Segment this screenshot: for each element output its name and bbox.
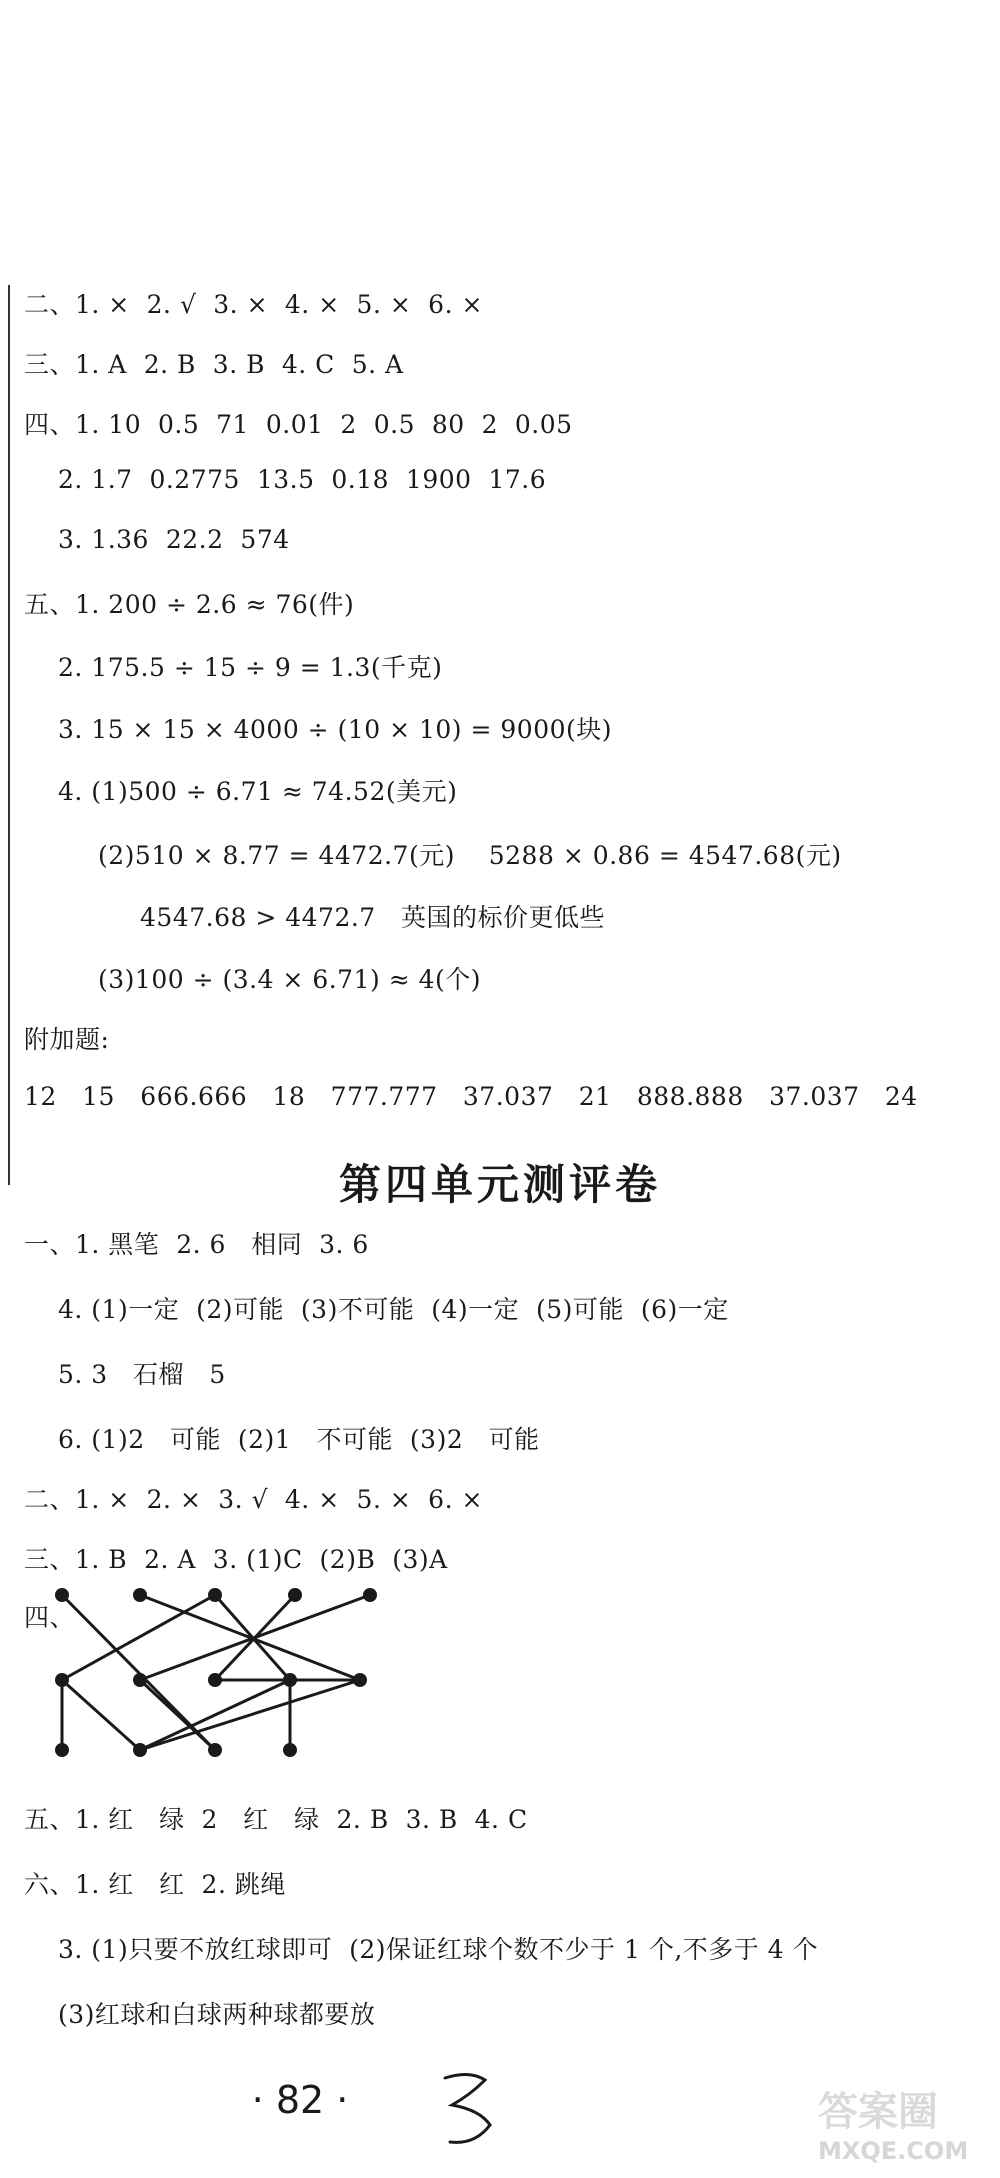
match-line (140, 1680, 360, 1750)
match-dot (133, 1743, 147, 1757)
unit4-liu-3b: (3)红球和白球两种球都要放 (58, 2000, 376, 2029)
answer-wu-4a: 4. (1)500 ÷ 6.71 ≈ 74.52(美元) (58, 777, 458, 806)
answer-er: 二、1. × 2. √ 3. × 4. × 5. × 6. × (24, 290, 483, 319)
answer-wu-4b: (2)510 × 8.77 = 4472.7(元) 5288 × 0.86 = 4547.68(元) (98, 841, 842, 870)
matching-diagram (40, 1585, 400, 1775)
unit4-wu: 五、1. 红 绿 2 红 绿 2. B 3. B 4. C (24, 1805, 528, 1834)
match-dot (55, 1743, 69, 1757)
match-dot (133, 1673, 147, 1687)
match-dot (55, 1588, 69, 1602)
unit4-yi-1: 一、1. 黑笔 2. 6 相同 3. 6 (24, 1230, 369, 1259)
fujia-title: 附加题: (24, 1025, 110, 1054)
match-dot (363, 1588, 377, 1602)
match-dot (288, 1588, 302, 1602)
page-number: · 82 · (251, 2078, 349, 2122)
unit4-yi-5: 5. 3 石榴 5 (58, 1360, 226, 1389)
unit4-yi-4: 4. (1)一定 (2)可能 (3)不可能 (4)一定 (5)可能 (6)一定 (58, 1295, 729, 1324)
watermark (818, 2080, 993, 2170)
match-dot (353, 1673, 367, 1687)
answer-wu-2: 2. 175.5 ÷ 15 ÷ 9 = 1.3(千克) (58, 653, 443, 682)
unit4-san: 三、1. B 2. A 3. (1)C (2)B (3)A (24, 1545, 448, 1574)
answer-si-1: 四、1. 10 0.5 71 0.01 2 0.5 80 2 0.05 (24, 410, 573, 439)
answer-wu-1: 五、1. 200 ÷ 2.6 ≈ 76(件) (24, 590, 355, 619)
answer-wu-4d: (3)100 ÷ (3.4 × 6.71) ≈ 4(个) (98, 965, 481, 994)
match-dot (133, 1588, 147, 1602)
answer-si-2: 2. 1.7 0.2775 13.5 0.18 1900 17.6 (58, 465, 547, 494)
watermark-text: MXQE.COM (818, 2137, 969, 2165)
unit4-liu-1: 六、1. 红 红 2. 跳绳 (24, 1870, 286, 1899)
match-dot (208, 1673, 222, 1687)
handwritten-mark-icon (440, 2070, 500, 2150)
answer-wu-3: 3. 15 × 15 × 4000 ÷ (10 × 10) = 9000(块) (58, 715, 613, 744)
unit4-si-label: 四、 (24, 1603, 76, 1632)
match-line (62, 1595, 215, 1680)
match-dot (208, 1588, 222, 1602)
answer-si-3: 3. 1.36 22.2 574 (58, 525, 290, 554)
match-dot (208, 1743, 222, 1757)
watermark-logo-icon: 答案圈 (818, 2089, 938, 2135)
match-dot (283, 1743, 297, 1757)
answer-wu-4c: 4547.68 > 4472.7 英国的标价更低些 (140, 903, 606, 932)
left-margin-rule (8, 285, 10, 1185)
unit4-title: 第四单元测评卷 (338, 1160, 661, 1209)
answer-san: 三、1. A 2. B 3. B 4. C 5. A (24, 350, 404, 379)
unit4-er: 二、1. × 2. × 3. √ 4. × 5. × 6. × (24, 1485, 483, 1514)
match-dot (55, 1673, 69, 1687)
match-dot (283, 1673, 297, 1687)
unit4-liu-3a: 3. (1)只要不放红球即可 (2)保证红球个数不少于 1 个,不多于 4 个 (58, 1935, 819, 1964)
unit4-yi-6: 6. (1)2 可能 (2)1 不可能 (3)2 可能 (58, 1425, 540, 1454)
match-line (140, 1680, 290, 1750)
match-line (62, 1680, 140, 1750)
fujia-answers: 12 15 666.666 18 777.777 37.037 21 888.888 37.037 24 (24, 1082, 918, 1111)
